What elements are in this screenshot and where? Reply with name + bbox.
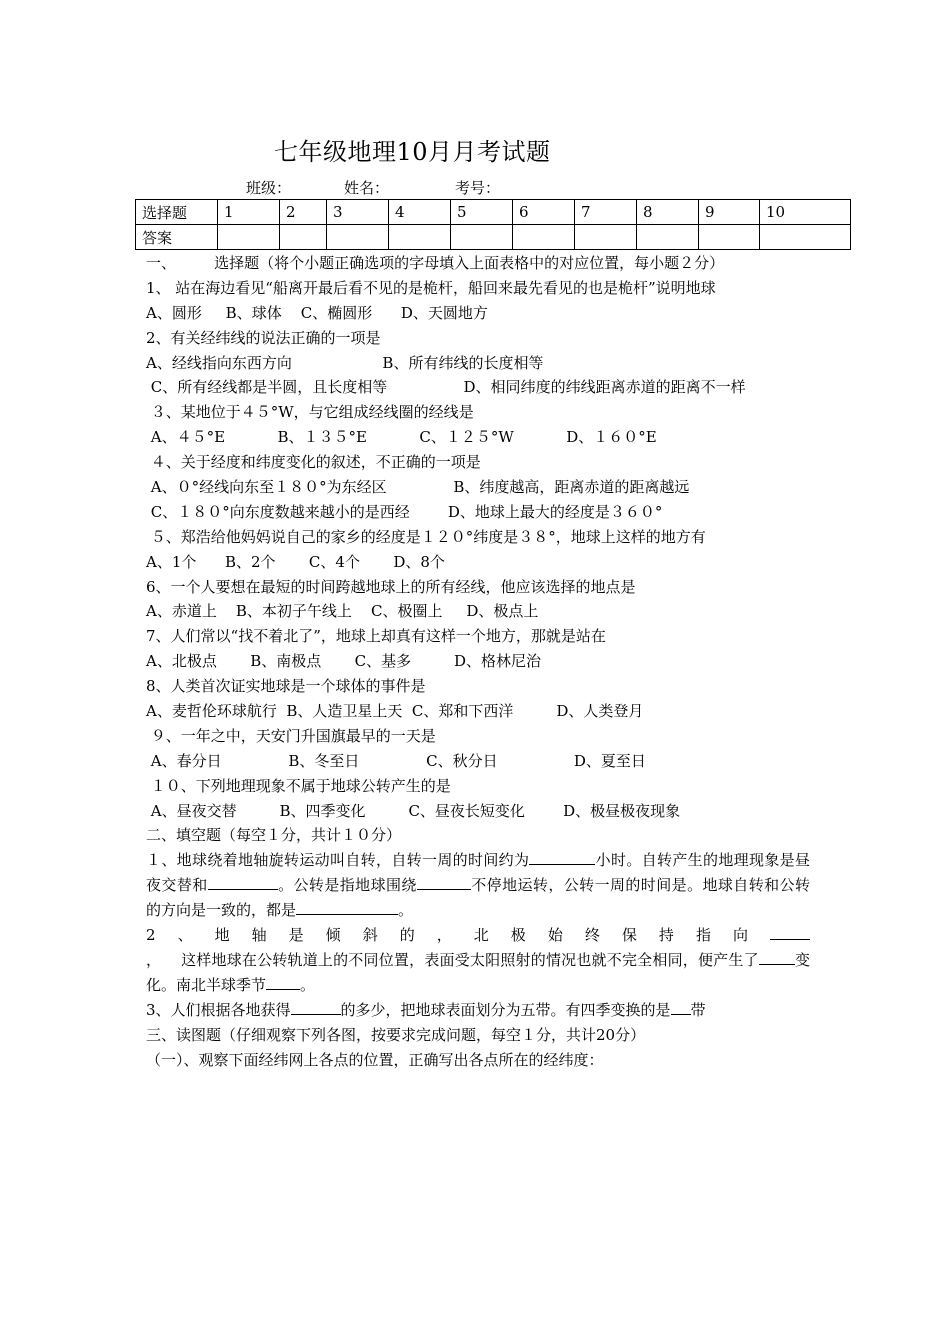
fill-blank[interactable] — [266, 974, 300, 990]
answer-cell[interactable] — [451, 225, 513, 250]
question-line: １０、下列地理现象不属于地球公转产生的是 — [146, 776, 451, 795]
row-label-answer: 答案 — [136, 225, 218, 250]
options-line: A、昼夜交替 B、四季变化 C、昼夜长短变化 D、极昼极夜现象 — [146, 801, 681, 820]
question-line: 2、有关经纬线的说法正确的一项是 — [146, 328, 381, 347]
options-line: A、０°经线向东至１８０°为东经区 B、纬度越高，距离赤道的距离越远 — [146, 478, 690, 497]
options-line: A、1个 B、2个 C、4个 D、8个 — [146, 552, 445, 571]
question-number-cell: 10 — [760, 200, 851, 225]
answer-cell[interactable] — [327, 225, 389, 250]
options-line: A、春分日 B、冬至日 C、秋分日 D、夏至日 — [146, 751, 646, 770]
fill-blank[interactable] — [770, 924, 810, 940]
options-line: A、麦哲伦环球航行 B、人造卫星上天 C、郑和下西洋 D、人类登月 — [146, 702, 644, 721]
answer-cell[interactable] — [218, 225, 280, 250]
question-number-cell: 9 — [699, 200, 760, 225]
question-line: 8、人类首次证实地球是一个球体的事件是 — [146, 677, 426, 696]
question-text: 小时。自转产生的地理现象是昼夜交替和 — [146, 851, 810, 895]
name-label: 姓名： — [344, 179, 390, 197]
answer-cell[interactable] — [637, 225, 699, 250]
question-text: 3、人们根据各地获得 — [146, 1000, 291, 1019]
answer-cell[interactable] — [575, 225, 637, 250]
fill-question-3 — [146, 998, 810, 1023]
fill-question-2 — [146, 923, 810, 998]
fill-question-1 — [146, 848, 810, 923]
question-number-cell: 3 — [327, 200, 389, 225]
question-line: 1、 站在海边看见“船离开最后看不见的是桅杆，船回来最先看见的也是桅杆”说明地球 — [146, 278, 716, 297]
options-line: A、赤道上 B、本初子午线上 C、极圈上 D、极点上 — [146, 602, 539, 621]
question-text: ， 这样地球在公转轨道上的不同位置，表面受太阳照射的情况也就不完全相同，便产生了 — [146, 951, 759, 969]
class-label: 班级： — [246, 179, 292, 197]
fill-blank[interactable] — [208, 874, 278, 890]
question-text: 不停地运转，公转一周的时间是 — [470, 876, 688, 895]
fill-blank[interactable] — [529, 849, 595, 865]
question-number-cell: 8 — [637, 200, 699, 225]
question-text: １、地球绕着地轴旋转运动叫自转，自转一周的时间约为 — [146, 851, 530, 870]
options-line: A、４５°E B、１３５°E C、１２５°W D、１６０°E — [146, 428, 657, 447]
fill-blank[interactable] — [291, 999, 341, 1015]
question-line: ３、某地位于４５°W，与它组成经线圈的经线是 — [146, 403, 474, 422]
options-line: C、所有经线都是半圆，且长度相等 D、相同纬度的纬线距离赤道的距离不一样 — [146, 378, 746, 397]
question-line: ４、关于经度和纬度变化的叙述，不正确的一项是 — [146, 453, 481, 472]
options-line: A、北极点 B、南极点 C、基多 D、格林尼治 — [146, 652, 542, 671]
question-text: 。公转是指地球围绕 — [277, 876, 417, 895]
fill-blank[interactable] — [296, 899, 398, 915]
fill-blank[interactable] — [417, 874, 471, 890]
exam-content — [146, 251, 810, 1072]
question-line: 6、一个人要想在最短的时间跨越地球上的所有经线，他应该选择的地点是 — [146, 577, 636, 596]
question-text: 。地球自转和公转的方向是一致的，都是 — [146, 876, 810, 920]
question-number-cell: 6 — [513, 200, 575, 225]
answer-table — [135, 199, 851, 250]
section2-heading: 二、填空题（每空１分，共计１０分） — [146, 826, 402, 845]
question-number-cell: 2 — [280, 200, 327, 225]
exam-title: 七年级地理10月月考试题 — [274, 138, 551, 166]
answer-table-answer-row — [136, 225, 851, 250]
question-text: 。 — [398, 901, 414, 920]
answer-cell[interactable] — [760, 225, 851, 250]
question-line: ５、郑浩给他妈妈说自己的家乡的经度是１２０°纬度是３８°，地球上这样的地方有 — [146, 527, 706, 546]
question-text: 。 — [300, 975, 316, 994]
fill-blank[interactable] — [759, 949, 795, 965]
section1-heading: 一、 选择题（将个小题正确选项的字母填入上面表格中的对应位置，每小题２分） — [146, 254, 725, 272]
row-label-choice: 选择题 — [136, 200, 218, 225]
answer-cell[interactable] — [513, 225, 575, 250]
section3-subheading: （一）、观察下面经纬网上各点的位置，正确写出各点所在的经纬度： — [146, 1050, 604, 1069]
answer-cell[interactable] — [699, 225, 760, 250]
answer-cell[interactable] — [389, 225, 451, 250]
answer-table-header-row — [136, 200, 851, 225]
options-line: A、圆形 B、球体 C、椭圆形 D、天圆地方 — [146, 303, 488, 322]
question-number-cell: 5 — [451, 200, 513, 225]
options-line: C、１８０°向东度数越来越小的是西经 D、地球上最大的经度是３６０° — [146, 502, 663, 521]
answer-cell[interactable] — [280, 225, 327, 250]
question-line: ９、一年之中，天安门升国旗最早的一天是 — [146, 726, 436, 745]
question-text: 的多少，把地球表面划分为五带。有四季变换的是 — [340, 1000, 671, 1019]
question-text: 2、地轴是倾斜的，北极始终保持指向 — [146, 926, 770, 945]
question-number-cell: 4 — [389, 200, 451, 225]
fill-blank[interactable] — [671, 999, 691, 1015]
question-text: 带 — [690, 1000, 706, 1019]
section3-heading: 三、读图题（仔细观察下列各图，按要求完成问题，每空１分，共计20分） — [146, 1025, 646, 1044]
question-number-cell: 7 — [575, 200, 637, 225]
question-line: 7、人们常以“找不着北了”，地球上却真有这样一个地方，那就是站在 — [146, 627, 606, 646]
number-label: 考号： — [455, 179, 501, 197]
options-line: A、经线指向东西方向 B、所有纬线的长度相等 — [146, 353, 544, 372]
question-text: 变化。南北半球季节 — [146, 951, 810, 994]
student-info-row — [246, 177, 500, 198]
question-number-cell: 1 — [218, 200, 280, 225]
